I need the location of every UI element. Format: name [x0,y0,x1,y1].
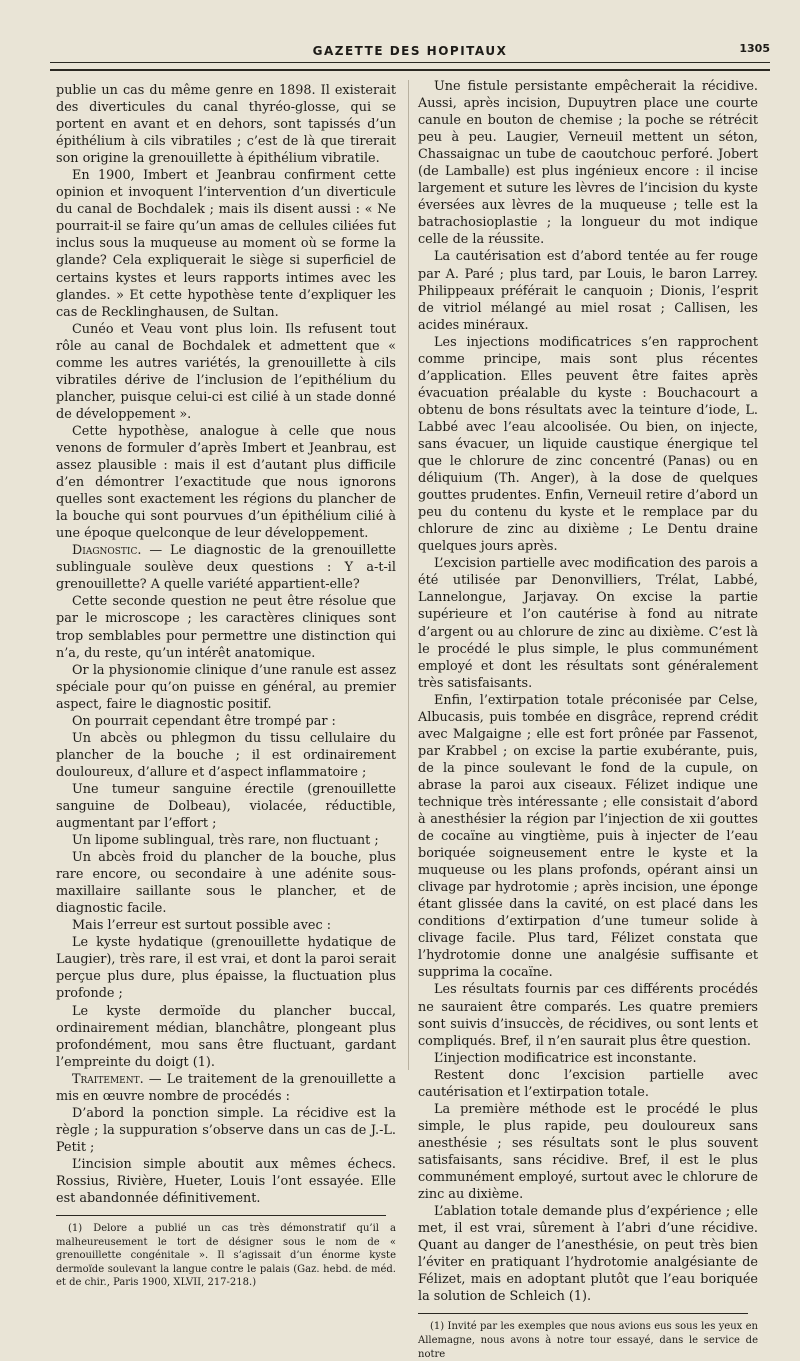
paragraph: Cette seconde question ne peut être résolue que par le microscope ; les caractères cliniques sont trop semblables pour permettre une distinction qui n’a, du reste, qu’un intérêt anatomique. [56,594,396,661]
footnote-rule [418,1313,748,1314]
paragraph: L’ablation totale demande plus d’expérience ; elle met, il est vrai, sûrement à l’abri d’une récidive. Quant au danger de l’anesthésie, on peut très bien l’éviter en pratiquant l’hydrotomie analgésiante de Félizet, mais en adoptant plutôt que l’eau boriquée la solution de Schleich (1). [418,1204,758,1305]
page-number: 1305 [739,42,770,55]
footnote-text: (1) Invité par les exemples que nous avions eus sous les yeux en Allemagne, nous avons à notre tour essayé, dans le service de notre [418,1321,758,1360]
journal-title: GAZETTE DES HOPITAUX [312,44,508,58]
right-column [418,78,758,1361]
paragraph: D’abord la ponction simple. La récidive est la règle ; la suppuration s’observe dans un cas de J.-L. Petit ; [56,1105,396,1155]
header-rule [50,62,770,63]
section-text: — Le diagnostic de la grenouillette sublinguale soulève deux questions : Y a-t-il grenouillette? A quelle variété appartient-elle? [56,543,396,593]
right-column-body [418,78,758,1305]
footnote-text: (1) Delore a publié un cas très démonstratif qu’il a malheureusement le tort de désigner sous le nom de « grenouillette congénitale ». Il s’agissait d’un énorme kyste dermoïde soulevant la langue contre le palais (Gaz. hebd. de méd. et de chir., Paris 1900, XLVII, 217-218.) [56,1223,396,1289]
paragraph: Mais l’erreur est surtout possible avec : [72,918,332,934]
paragraph: Cunéo et Veau vont plus loin. Ils refusent tout rôle au canal de Bochdalek et admettent que « comme les autres variétés, la grenouillette à cils vibratiles dérive de l’inclusion de l’epithélium du plancher, puisque celui-ci est cilié à un stade donné de développement ». [56,321,396,422]
paragraph: L’injection modificatrice est inconstante. [434,1050,697,1066]
paragraph: La cautérisation est d’abord tentée au fer rouge par A. Paré ; plus tard, par Louis, le baron Larrey. Philippeaux préférait le canquoin ; Dionis, l’esprit de vitriol mélangé au miel rosat ; Callisen, les acides minéraux. [418,249,758,333]
section-label: Diagnostic. [72,543,142,559]
paragraph: Or la physionomie clinique d’une ranule est assez spéciale pour qu’on puisse en général, au premier aspect, faire le diagnostic positif. [56,662,396,712]
left-column [56,82,396,1290]
paragraph: Une fistule persistante empêcherait la récidive. Aussi, après incision, Dupuytren place une courte canule en bouton de chemise ; la poche se rétrécit peu à peu. Laugier, Verneuil mettent un séton, Chassaignac un tube de caoutchouc perforé. Jobert (de Lamballe) est plus ingénieux encore : il incise largement et suture les lèvres de l’incision du kyste éversées aux lèvres de la muqueuse ; telle est la batrachosioplastie ; la longueur du mot indique celle de la réussite. [418,79,758,248]
paragraph: Le kyste hydatique (grenouillette hydatique de Laugier), très rare, il est vrai, et dont la paroi serait perçue plus dure, plus épaisse, la fluctuation plus profonde ; [56,935,396,1002]
column-divider [408,80,409,1070]
header-rule-thick [50,69,770,71]
footnote-rule [56,1215,386,1216]
paragraph: Les injections modificatrices s’en rapprochent comme principe, mais sont plus récentes d’application. Elles peuvent être faites après évacuation préalable du kyste : Bouchacourt a obtenu de bons résultats avec la teinture d’iode, L. Labbé avec l’eau alcoolisée. Ou bien, on injecte, sans évacuer, un liquide caustique énergique tel que le chlorure de zinc concentré (Panas) ou en déliquium (Th. Anger), à la dose de quelques gouttes prudentes. Enfin, Verneuil retire d’abord un peu du contenu du kyste et le remplace par du chlorure de zinc au dixième ; Le Dentu draine quelques jours après. [418,334,758,555]
paragraph: Enfin, l’extirpation totale préconisée par Celse, Albucasis, puis tombée en disgrâce, reprend crédit avec Malgaigne ; elle est fort prônée par Fassenot, par Krabbel ; on excise la partie exubérante, puis, de la pince soulevant le fond de la cupule, on abrase la paroi aux ciseaux. Félizet indique une technique très intéressante ; elle consistait d’abord à anesthésier la région par l’injection de xii gouttes de cocaïne au vingtième, puis à injecter de l’eau boriquée soigneusement entre le kyste et la muqueuse ou les plans profonds, opérant ainsi un clivage par hydrotomie ; après incision, une éponge étant glissée dans la cavité, on est placé dans les conditions d’extirpation d’une tumeur solide à clivage facile. Plus tard, Félizet constata que l’hydrotomie donne une analgésie suffisante et supprima la cocaïne. [418,692,758,981]
right-footnote [418,1320,758,1361]
paragraph: Un abcès ou phlegmon du tissu cellulaire du plancher de la bouche ; il est ordinairement douloureux, d’allure et d’aspect inflammatoire ; [56,730,396,780]
section-label: Traitement. [72,1071,144,1087]
paragraph: Le kyste dermoïde du plancher buccal, ordinairement médian, blanchâtre, plongeant plus profondément, mou sans être fluctuant, gardant l’empreinte du doigt (1). [56,1003,396,1070]
paragraph: L’incision simple aboutit aux mêmes échecs. Rossius, Rivière, Hueter, Louis l’ont essayée. Elle est abandonnée définitivement. [56,1156,396,1207]
paragraph: publie un cas du même genre en 1898. Il existerait des diverticules du canal thyréo-glosse, qui se portent en avant et en dehors, sont tapissés d’un épithélium à cils vibratiles ; c’est de là que tirerait son origine la grenouillette à épithélium vibratile. [56,83,396,167]
paragraph: La première méthode est le procédé le plus simple, le plus rapide, peu douloureux sans anesthésie ; ses résultats sont le plus souvent satisfaisants, sans récidive. Bref, il est le plus communément employé, surtout avec le chlorure de zinc au dixième. [418,1101,758,1203]
left-footnote [56,1222,396,1290]
paragraph: Une tumeur sanguine érectile (grenouillette sanguine de Dolbeau), violacée, réductible, augmentant par l’effort ; [56,781,396,832]
paragraph: L’excision partielle avec modification des parois a été utilisée par Denonvilliers, Trélat, Labbé, Lannelongue, Jarjavay. On excise la partie supérieure et l’on cautérise à fond au nitrate d’argent ou au chlorure de zinc au dixième. C’est là le procédé le plus simple, le plus communément employé et dont les résultats sont généralement très satisfaisants. [418,556,758,691]
paragraph: Un abcès froid du plancher de la bouche, plus rare encore, ou secondaire à une adénite sous-maxillaire saillante sous le plancher, et de diagnostic facile. [56,850,396,917]
paragraph: En 1900, Imbert et Jeanbrau confirment cette opinion et invoquent l’intervention d’un diverticule du canal de Bochdalek ; mais ils disent aussi : « Ne pourrait-il se faire qu’un amas de cellules ciliées fut inclus sous la muqueuse au moment où se forme la glande? Cela expliquerait le siège si superficiel de certains kystes et leurs rapports intimes avec les glandes. » Et cette hypothèse tente d’expliquer les cas de Recklinghausen, de Sultan. [56,168,396,320]
paragraph: Un lipome sublingual, très rare, non fluctuant ; [72,833,379,849]
left-column-body [56,82,396,1207]
paragraph: Cette hypothèse, analogue à celle que nous venons de formuler d’après Imbert et Jeanbrau, est assez plausible : mais il est d’autant plus difficile d’en démontrer l’exactitude que nous ignorons quelles sont exactement les régions du plancher de la bouche qui sont pourvues d’un épithélium cilié à une époque quelconque de leur développement. [56,423,396,542]
paragraph: On pourrait cependant être trompé par : [72,713,336,729]
paragraph: Restent donc l’excision partielle avec cautérisation et l’extirpation totale. [418,1067,758,1100]
section-paragraph [56,542,396,593]
section-text: — Le traitement de la grenouillette a mis en œuvre nombre de procédés : [56,1071,396,1104]
section-paragraph [56,1071,396,1105]
masthead [50,40,770,62]
paragraph: Les résultats fournis par ces différents procédés ne sauraient être comparés. Les quatre premiers sont suivis d’insuccès, de récidives, ou sont lents et compliqués. Bref, il n’en saurait plus être question. [418,982,758,1049]
